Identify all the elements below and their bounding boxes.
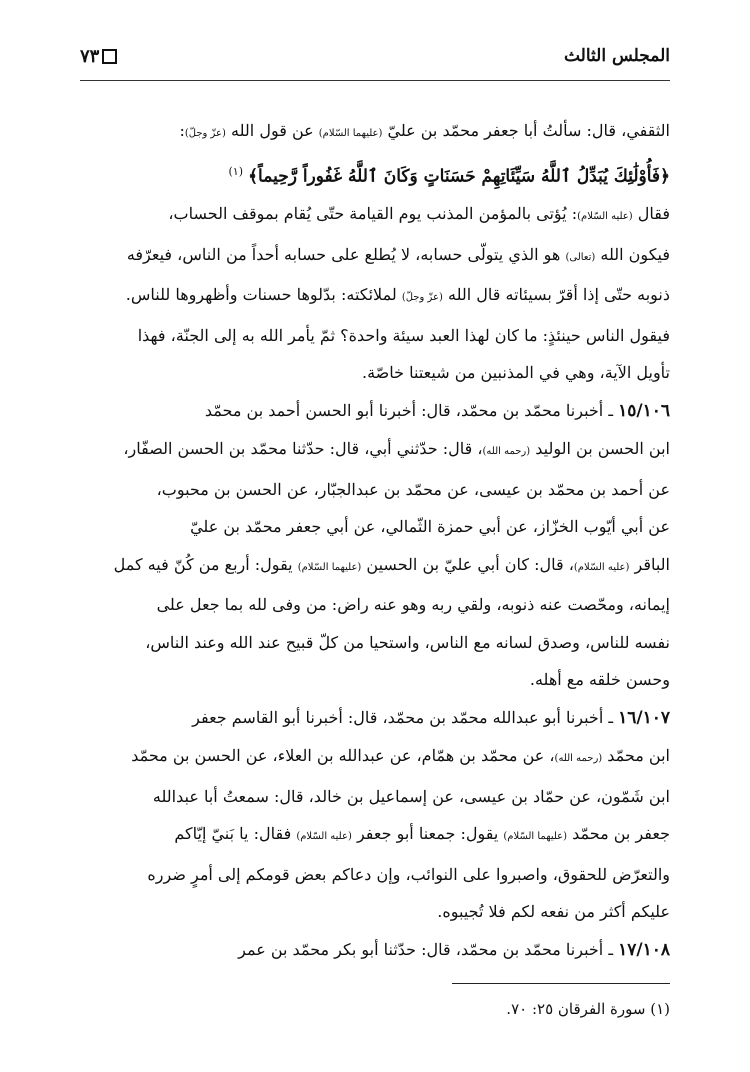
text-line: ابن محمّد (رحمه الله)، عن محمّد بن همّام، عن عبدالله بن العلاء، عن الحسن بن محمّد (131, 746, 670, 766)
hadith-number: ١٦/١٠٧ (618, 707, 670, 728)
text-line: عن أبي أيّوب الخزّاز، عن أبي حمزة الثّمالي، عن أبي جعفر محمّد بن عليّ (190, 517, 670, 537)
hadith-107: ١٦/١٠٧ ـ أخبرنا أبو عبدالله محمّد بن محمّد، قال: أخبرنا أبو القاسم جعفر (192, 707, 670, 728)
running-head: المجلس الثالث (563, 46, 670, 66)
footnote-rule (452, 983, 670, 984)
text-line: تأويل الآية، وهي في المذنبين من شيعتنا خاصّة. (362, 363, 670, 383)
hadith-number: ١٥/١٠٦ (618, 400, 670, 421)
text-line: عليكم أكثر من نفعه لكم فلا تُجيبوه. (437, 902, 670, 922)
text-line: ابن شَمّون، عن حمّاد بن عيسى، عن إسماعيل بن خالد، قال: سمعتُ أبا عبدالله (152, 786, 670, 806)
text-line: عن أحمد بن محمّد بن عيسى، عن محمّد بن عبدالجبّار، عن الحسن بن محبوب، (156, 479, 670, 499)
text-line: فيكون الله (تعالى) هو الذي يتولّى حسابه، لا يُطلع على حسابه أحداً من الناس، فيعرّفه (126, 244, 670, 264)
footnote: (١) سورة الفرقان ٢٥: ٧٠. (506, 1000, 670, 1018)
text-line: إيمانه، ومحّصت عنه ذنوبه، ولقي ربه وهو عنه راض: من وفى لله بما جعل على (156, 595, 670, 615)
square-ornament-icon (102, 49, 117, 64)
text-line: فيقول الناس حينئذٍ: ما كان لهذا العبد سيئة واحدة؟ ثمّ يأمر الله به إلى الجنّة، فهذا (137, 325, 670, 345)
page-number-block (80, 46, 117, 67)
page-number: ٧٣ (80, 46, 100, 67)
text-line: وحسن خلقه مع أهله. (529, 670, 670, 690)
quran-verse: ﴿فَأُوْلَٰئِكَ يُبَدِّلُ ٱللَّهُ سَيِّئَاتِهِمْ حَسَنَاتٍ وَكَانَ ٱللَّهُ غَفُوراً رَّحِيماً﴾ $^{(١)}$ (228, 164, 670, 186)
header-rule (80, 80, 670, 81)
hadith-number: ١٧/١٠٨ (618, 939, 670, 960)
text-line: ذنوبه حتّى إذا أقرّ بسيئاته قال الله (عزّ وجلّ) لملائكته: بدّلوها حسنات وأظهروها للناس. (125, 285, 670, 305)
text-line: الثقفي، قال: سألتُ أبا جعفر محمّد بن عليّ (عليهما السّلام) عن قول الله (عزّ وجلّ): (179, 121, 670, 140)
text-line: نفسه للناس، وصدق لسانه مع الناس، واستحيا من كلّ قبيح عند الله وعند الناس، (145, 632, 670, 652)
text-line: الباقر (عليه السّلام)، قال: كان أبي عليّ بن الحسين (عليهما السّلام) يقول: أربع من كُنّ فيه كمل (113, 554, 670, 574)
text-line: ابن الحسن بن الوليد (رحمه الله)، قال: حدّثني أبي، قال: حدّثنا محمّد بن الحسن الصفّار، (123, 439, 670, 459)
text-line: فقال (عليه السّلام): يُؤتى بالمؤمن المذنب يوم القيامة حتّى يُقام بموقف الحساب، (168, 204, 670, 224)
page-header (80, 44, 670, 78)
footnote-ref: (١) (228, 164, 243, 178)
text-line: جعفر بن محمّد (عليهما السّلام) يقول: جمعنا أبو جعفر (عليه السّلام) فقال: يا بَنيّ إيّاكم (174, 824, 670, 844)
hadith-106: ١٥/١٠٦ ـ أخبرنا محمّد بن محمّد، قال: أخبرنا أبو الحسن أحمد بن محمّد (204, 400, 670, 421)
main-text (80, 112, 670, 969)
hadith-108: ١٧/١٠٨ ـ أخبرنا محمّد بن محمّد، قال: حدّثنا أبو بكر محمّد بن عمر (238, 939, 670, 960)
text-line: والتعرّض للحقوق، واصبروا على النوائب، وإن دعاكم بعض قومكم إلى أمرٍ ضرره (147, 864, 670, 884)
